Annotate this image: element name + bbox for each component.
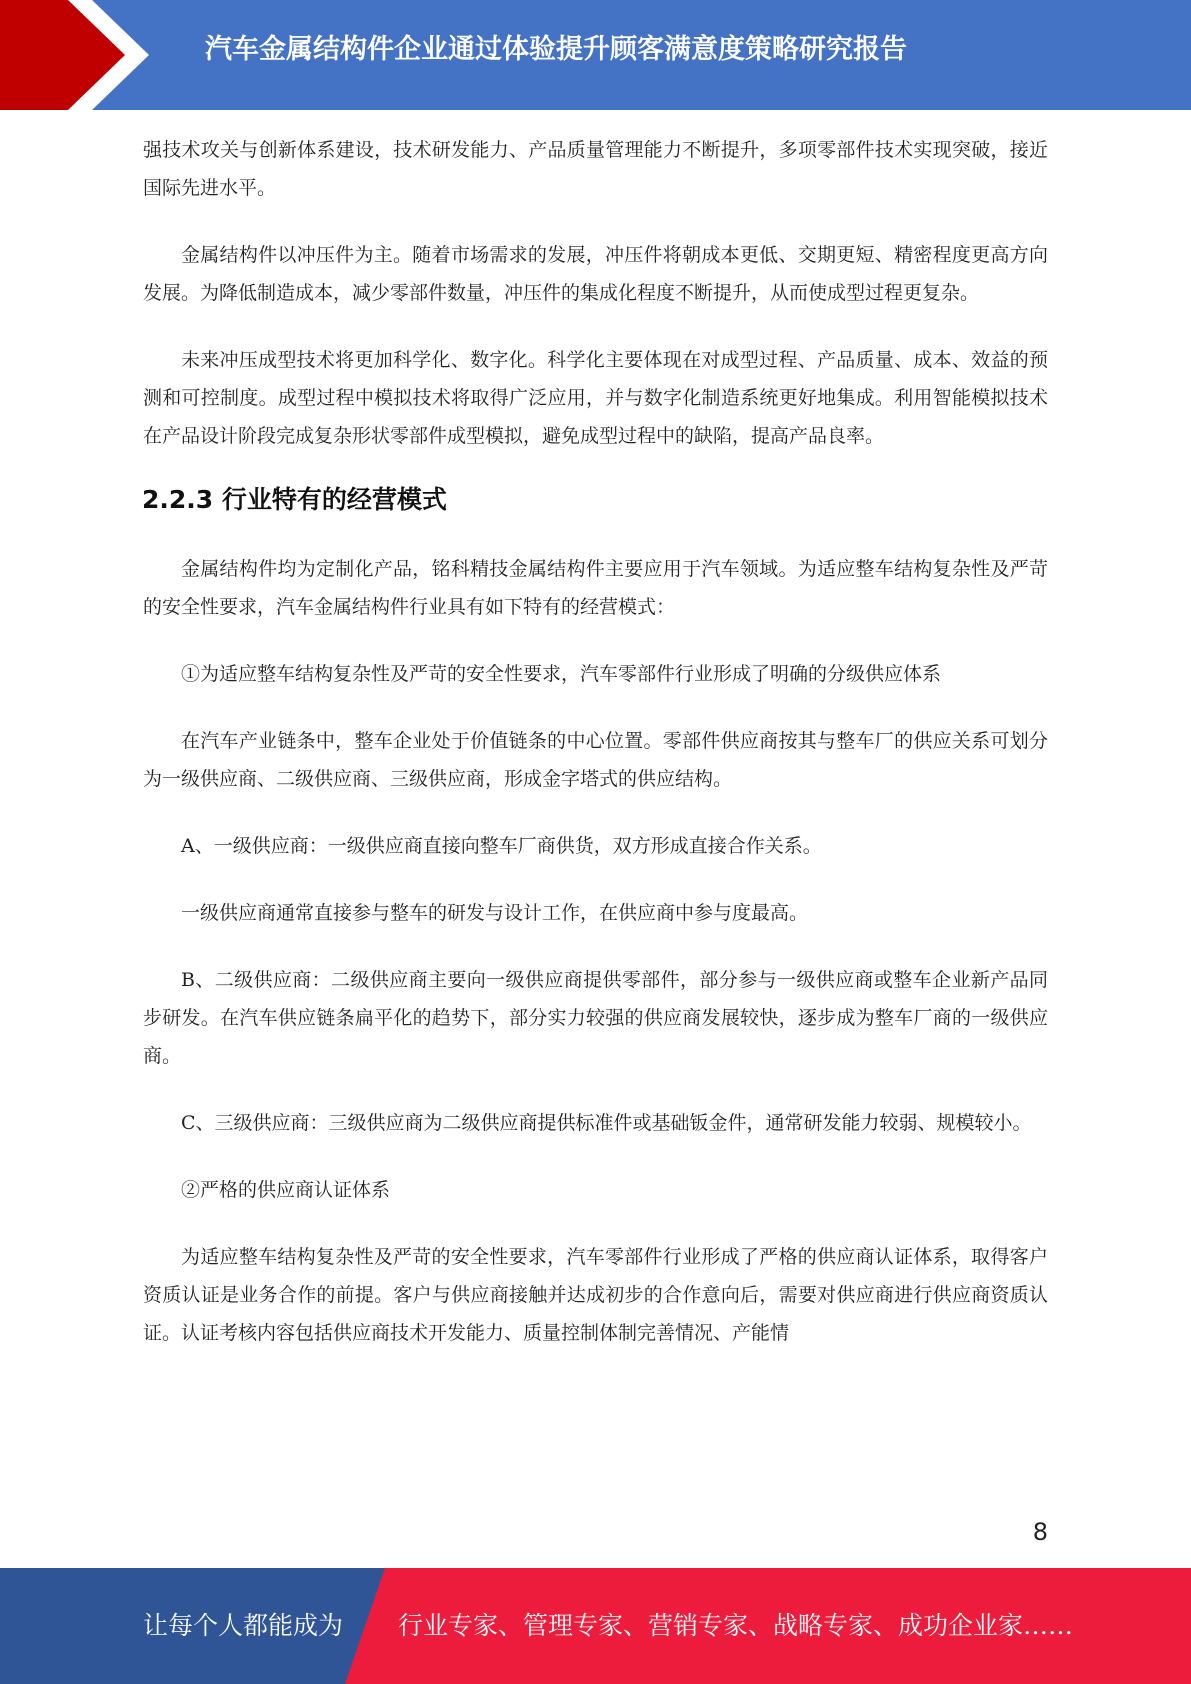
paragraph-industry-chain: 在汽车产业链条中，整车企业处于价值链条的中心位置。零部件供应商按其与整车厂的供应关系可划分为一级供应商、二级供应商、三级供应商，形成金字塔式的供应结构。: [143, 730, 1048, 790]
page-number: 8: [1032, 1518, 1048, 1546]
page-header: [0, 0, 1191, 110]
paragraph-tiered-supply-title: ①为适应整车结构复杂性及严苛的安全性要求，汽车零部件行业形成了明确的分级供应体系: [181, 663, 942, 685]
report-title: 汽车金属结构件企业通过体验提升顾客满意度策略研究报告: [205, 34, 907, 65]
paragraph-continued: 强技术攻关与创新体系建设，技术研发能力、产品质量管理能力不断提升，多项零部件技术实现突破，接近国际先进水平。: [143, 139, 1048, 199]
paragraph-business-model-intro: 金属结构件均为定制化产品，铭科精技金属结构件主要应用于汽车领域。为适应整车结构复杂性及严苛的安全性要求，汽车金属结构件行业具有如下特有的经营模式：: [143, 558, 1048, 618]
paragraph-certification-title: ②严格的供应商认证体系: [181, 1179, 391, 1201]
paragraph-forming-technology: 未来冲压成型技术将更加科学化、数字化。科学化主要体现在对成型过程、产品质量、成本、效益的预测和可控制度。成型过程中模拟技术将取得广泛应用，并与数字化制造系统更好地集成。利用智能模拟技术在产品设计阶段完成复杂形状零部件成型模拟，避免成型过程中的缺陷，提高产品良率。: [143, 349, 1048, 447]
header-arrow-decoration: [0, 0, 160, 110]
paragraph-certification-detail: 为适应整车结构复杂性及严苛的安全性要求，汽车零部件行业形成了严格的供应商认证体系，取得客户资质认证是业务合作的前提。客户与供应商接触并达成初步的合作意向后，需要对供应商进行供应商资质认证。认证考核内容包括供应商技术开发能力、质量控制体制完善情况、产能情: [143, 1246, 1048, 1344]
section-heading: 2.2.3 行业特有的经营模式: [142, 485, 447, 514]
page-footer: [0, 1568, 1191, 1684]
paragraph-tier-one-detail: 一级供应商通常直接参与整车的研发与设计工作，在供应商中参与度最高。: [181, 902, 809, 924]
page-content: [143, 131, 1048, 1381]
footer-slogan-right: 行业专家、管理专家、营销专家、战略专家、成功企业家……: [398, 1611, 1074, 1640]
paragraph-tier-two: B、二级供应商：二级供应商主要向一级供应商提供零部件，部分参与一级供应商或整车企业新产品同步研发。在汽车供应链条扁平化的趋势下，部分实力较强的供应商发展较快，逐步成为整车厂商的一级供应商。: [143, 969, 1048, 1067]
paragraph-tier-one: A、一级供应商：一级供应商直接向整车厂商供货，双方形成直接合作关系。: [181, 835, 822, 857]
paragraph-tier-three: C、三级供应商：三级供应商为二级供应商提供标准件或基础钣金件，通常研发能力较弱、规模较小。: [181, 1112, 1032, 1134]
footer-slogan-left: 让每个人都能成为: [143, 1611, 344, 1640]
paragraph-stamping-parts: 金属结构件以冲压件为主。随着市场需求的发展，冲压件将朝成本更低、交期更短、精密程度更高方向发展。为降低制造成本，减少零部件数量，冲压件的集成化程度不断提升，从而使成型过程更复杂。: [143, 244, 1048, 304]
